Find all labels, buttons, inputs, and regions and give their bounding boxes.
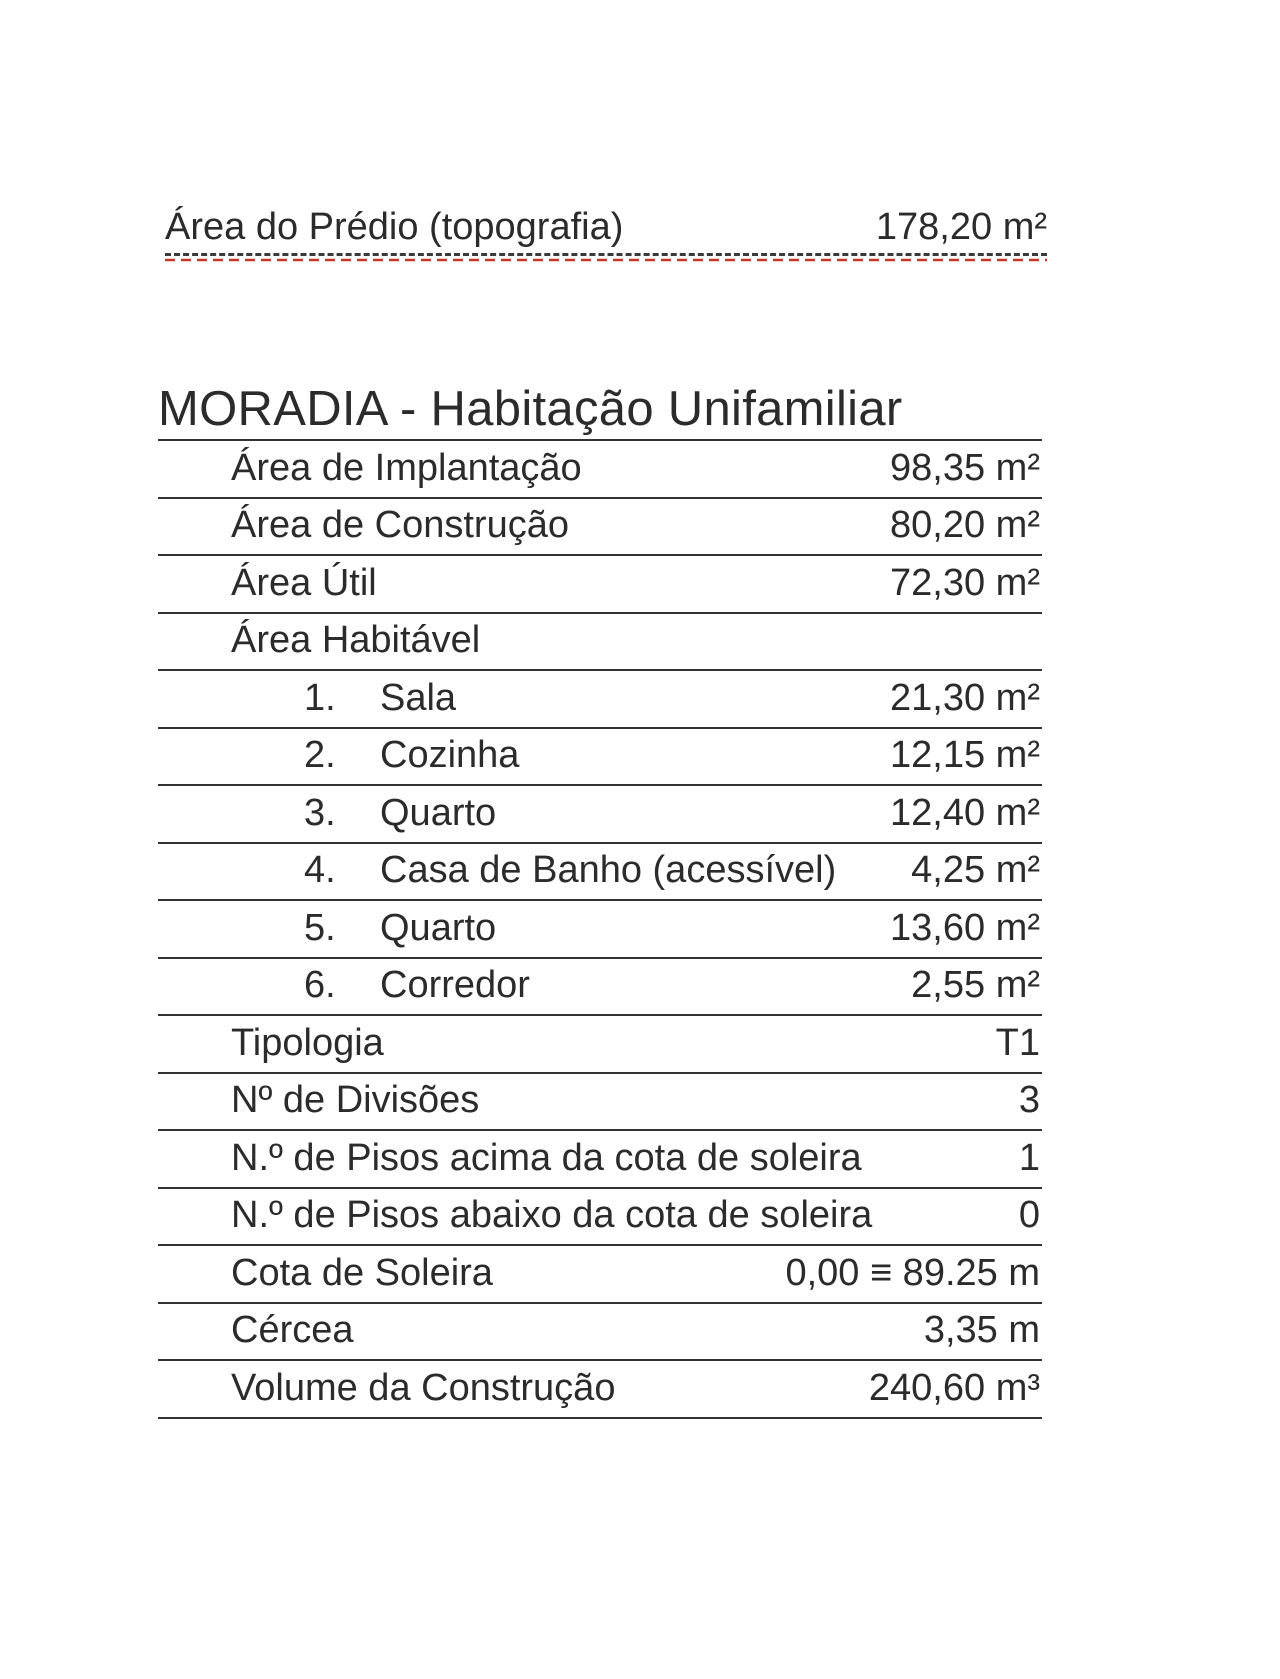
table-row [158, 614, 1042, 672]
division-row [158, 844, 1042, 902]
division-value: 2,55 m² [911, 964, 1040, 1006]
predio-area-line [165, 206, 1047, 256]
division-label: Cozinha [380, 734, 520, 776]
detail-label: Cércea [231, 1309, 354, 1351]
division-value: 4,25 m² [911, 849, 1040, 891]
row-label: Área de Construção [231, 504, 569, 546]
detail-row [158, 1131, 1042, 1189]
detail-label: Volume da Construção [231, 1366, 616, 1409]
row-value: 98,35 m² [890, 446, 1040, 489]
detail-row [158, 1074, 1042, 1132]
detail-label: N.º de Pisos abaixo da cota de soleira [231, 1194, 873, 1236]
row-label: Área de Implantação [231, 446, 582, 489]
detail-label: Cota de Soleira [231, 1251, 493, 1294]
detail-label: N.º de Pisos acima da cota de soleira [231, 1136, 862, 1179]
division-row [158, 671, 1042, 729]
detail-row [158, 1304, 1042, 1362]
detail-value: 240,60 m³ [868, 1366, 1040, 1409]
division-label: Quarto [380, 906, 497, 949]
predio-area-value: 178,20 m² [875, 206, 1047, 248]
spellcheck-underline [165, 256, 1047, 264]
division-row [158, 901, 1042, 959]
row-label: Área Útil [231, 561, 377, 604]
detail-value: 3 [1018, 1079, 1040, 1121]
division-number: 5. [304, 906, 336, 949]
table-row [158, 556, 1042, 614]
detail-value: T1 [995, 1021, 1040, 1064]
division-value: 12,40 m² [890, 791, 1040, 834]
predio-area-label: Área do Prédio (topografia) [165, 206, 624, 248]
table-row [158, 441, 1042, 499]
detail-value: 1 [1018, 1136, 1040, 1179]
division-value: 13,60 m² [890, 906, 1040, 949]
detail-label: Nº de Divisões [231, 1079, 480, 1121]
detail-row [158, 1246, 1042, 1304]
division-number: 4. [304, 849, 336, 891]
data-table [158, 441, 1042, 1419]
division-number: 3. [304, 791, 336, 834]
detail-value: 0 [1018, 1194, 1040, 1236]
row-value: 72,30 m² [890, 561, 1040, 604]
division-label: Sala [380, 676, 457, 719]
detail-value: 0,00 ≡ 89.25 m [785, 1251, 1040, 1294]
detail-row [158, 1361, 1042, 1419]
division-row [158, 729, 1042, 787]
section-title: MORADIA - Habitação Unifamiliar [158, 382, 903, 436]
row-value: 80,20 m² [890, 504, 1040, 546]
table-row [158, 499, 1042, 557]
division-row [158, 786, 1042, 844]
detail-value: 3,35 m [923, 1309, 1040, 1351]
division-row [158, 959, 1042, 1017]
detail-label: Tipologia [231, 1021, 384, 1064]
division-value: 12,15 m² [890, 734, 1040, 776]
detail-row [158, 1016, 1042, 1074]
detail-row [158, 1189, 1042, 1247]
row-label: Área Habitável [231, 619, 481, 661]
division-number: 6. [304, 964, 336, 1006]
division-label: Corredor [380, 964, 530, 1006]
division-number: 1. [304, 676, 336, 719]
division-value: 21,30 m² [890, 676, 1040, 719]
division-label: Casa de Banho (acessível) [380, 849, 837, 891]
division-label: Quarto [380, 791, 497, 834]
division-number: 2. [304, 734, 336, 776]
